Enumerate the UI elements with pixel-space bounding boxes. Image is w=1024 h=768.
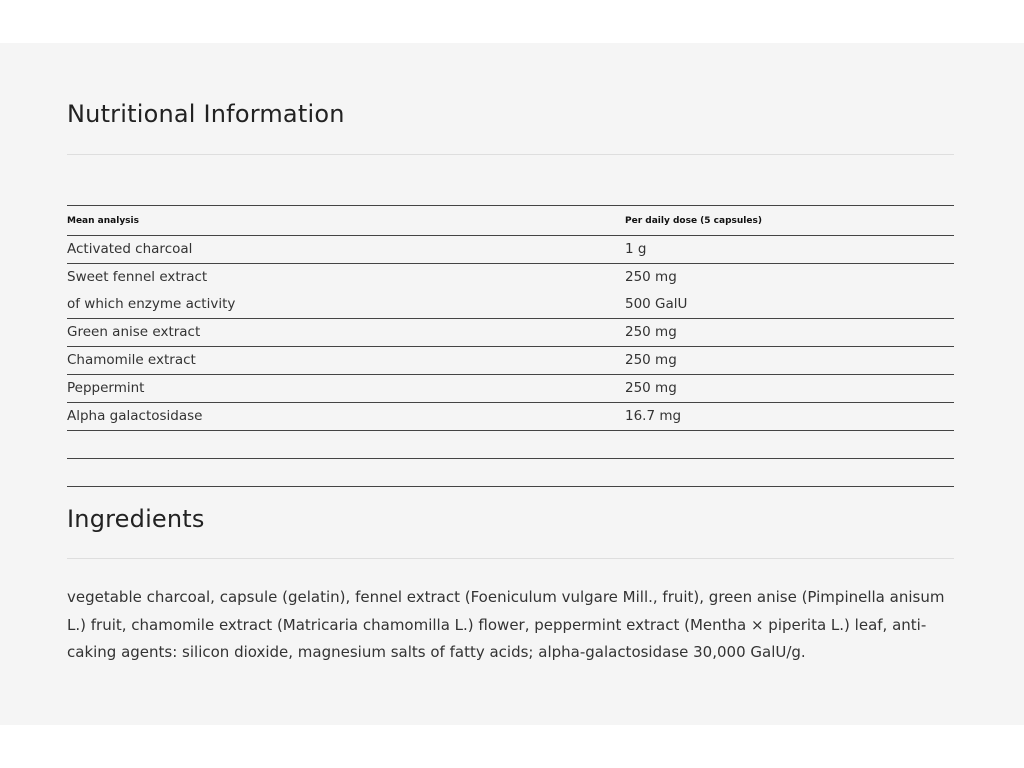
row-name: Alpha galactosidase <box>67 408 203 424</box>
title-divider <box>67 154 954 155</box>
table-row <box>67 319 954 347</box>
row-value: 16.7 mg <box>625 408 682 424</box>
ingredients-title: Ingredients <box>67 505 205 533</box>
row-name: Chamomile extract <box>67 352 196 368</box>
row-value: 250 mg <box>625 352 677 368</box>
table-row <box>67 236 954 264</box>
row-value: 1 g <box>625 241 647 257</box>
table-empty-row <box>67 459 954 487</box>
row-name: Green anise extract <box>67 324 201 340</box>
row-sub-value: 500 GalU <box>625 296 688 312</box>
row-name: Sweet fennel extract <box>67 269 208 285</box>
nutritional-information-title: Nutritional Information <box>67 100 345 128</box>
row-value: 250 mg <box>625 324 677 340</box>
table-header-row <box>67 205 954 236</box>
row-name: Peppermint <box>67 380 145 396</box>
table-row <box>67 264 954 319</box>
ingredients-text: vegetable charcoal, capsule (gelatin), fennel extract (Foeniculum vulgare Mill., fruit), green anise (Pimpinella anisum L.) fruit, chamomile extract (Matricaria chamomilla L.) flower, peppermint extract (Mentha × piperita L.) leaf, anti-caking agents: silicon dioxide, magnesium salts of fatty acids; alpha-galactosidase 30,000 GalU/g. <box>67 588 945 661</box>
table-row <box>67 347 954 375</box>
header-daily-dose: Per daily dose (5 capsules) <box>625 216 762 226</box>
row-value: 250 mg <box>625 269 677 285</box>
table-empty-row <box>67 431 954 459</box>
header-mean-analysis: Mean analysis <box>67 216 139 226</box>
row-name: Activated charcoal <box>67 241 193 257</box>
table-row <box>67 403 954 431</box>
table-row <box>67 375 954 403</box>
ingredients-divider <box>67 558 954 559</box>
nutrition-table <box>67 205 954 487</box>
row-value: 250 mg <box>625 380 677 396</box>
row-sub-name: of which enzyme activity <box>67 296 236 312</box>
